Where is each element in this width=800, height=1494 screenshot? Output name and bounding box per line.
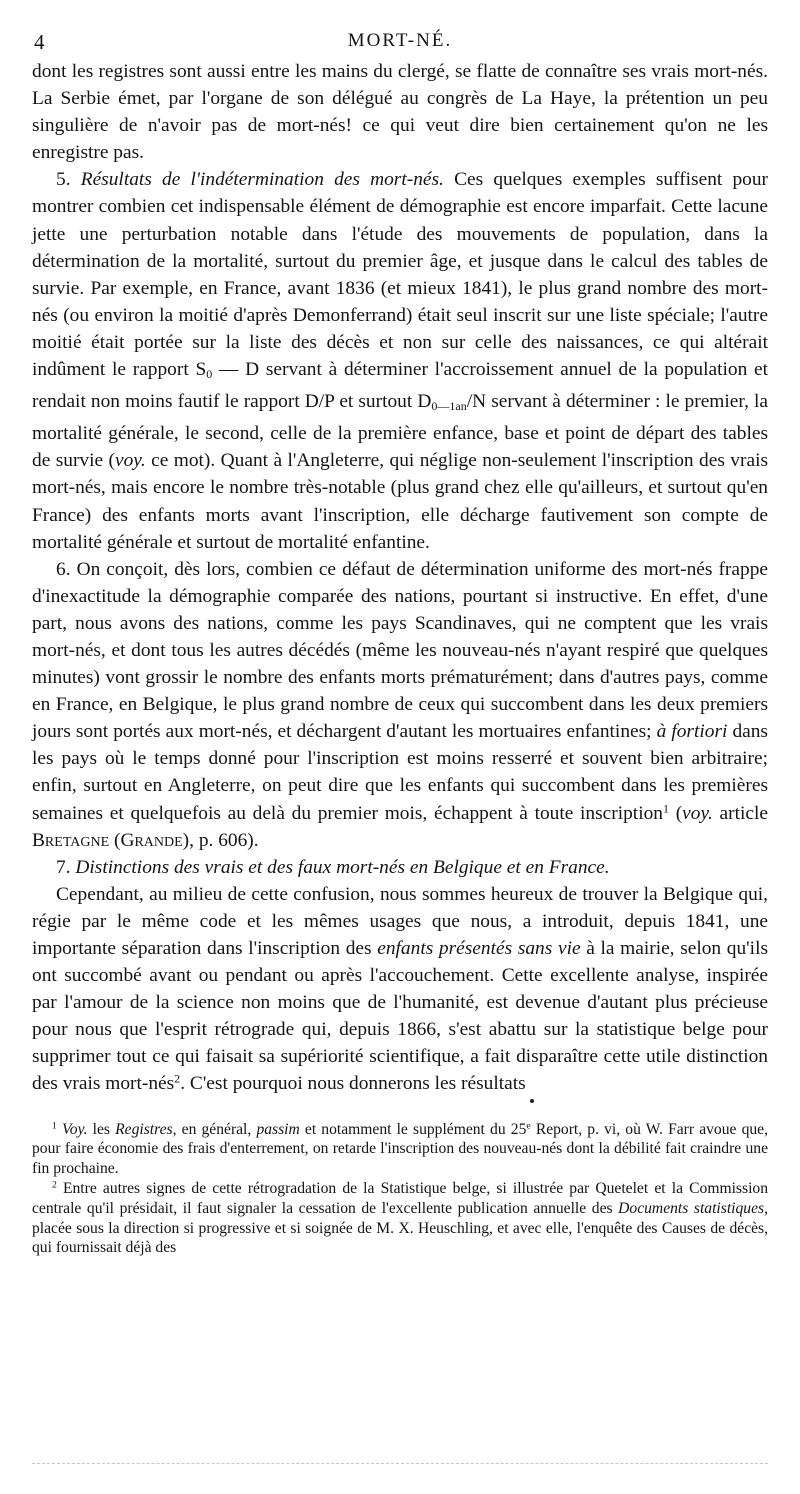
page-number: 4 xyxy=(34,30,45,54)
footnote-2: $^2$ Entre autres signes de cette rétrogradation de la Statistique belge, si illustrée par Quetelet et la Commission centrale qu'il présidait, il faut signaler la cessation de l'excellente publication annuelle des Documents statistiques, placée sous la direction si progressive et si soignée de M. X. Heuschling, et avec elle, l'enquête des Causes de décès, qui fournissait déjà des xyxy=(32,1179,768,1257)
footnote-ref-1[interactable]: 1 xyxy=(662,800,669,815)
separator-dot xyxy=(32,1098,768,1112)
section-5-number: 5. xyxy=(56,169,71,191)
footnote-1: $^1$ Voy. les Registres, en général, passim et notamment le supplément du 25e Report, p. vi, où W. Farr avoue que, pour faire économie des frais d'enterrement, on retarde l'inscription des nouveau-nés dont la débilité fait craindre une fin prochaine. xyxy=(32,1120,769,1178)
paragraph-continuation: dont les registres sont aussi entre les mains du clergé, se flatte de connaître ses vrais mort-nés. La Serbie émet, par l'organe de son délégué au congrès de La Haye, la prétention un peu singulière de n'avoir pas de mort-nés! ce qui veut dire bien certainement qu'on ne les enregistre pas. xyxy=(32,61,768,164)
page-header xyxy=(32,24,768,58)
section-6-paragraph: 6. On conçoit, dès lors, combien ce défaut de détermination uniforme des mort-nés frappe d'inexactitude la démographie comparée des nations, pourtant si instructive. En effet, d'une part, nous avons des nations, comme les pays Scandinaves, qui ne comptent que les vrais mort-nés, et dont tous les autres décédés (même les nouveau-nés n'ayant respiré que quelques minutes) vont grossir le nombre des enfants morts prématurément; dans d'autres pays, comme en France, en Belgique, le plus grand nombre de ceux qui succombent dans les deux premiers jours sont portés aux mort-nés, et déchargent d'autant les mortuaires enfantines; à fortiori dans les pays où le temps donné pour l'inscription est moins resserré et souvent bien arbitraire; enfin, surtout en Angleterre, on peut dire que les enfants qui succombent dans les premières semaines et quelquefois au delà du premier mois, échappent à toute inscription$^1$ (voy. article Bretagne (Grande), p. 606). xyxy=(32,558,768,851)
section-7-number: 7. xyxy=(56,856,71,878)
footnote-mark-2: 2 xyxy=(52,1179,57,1191)
running-head: MORT-NÉ. xyxy=(347,30,453,51)
footnote-ref-2[interactable]: 2 xyxy=(174,1071,181,1086)
section-7-paragraph: Cependant, au milieu de cette confusion, nous sommes heureux de trouver la Belgique qui, régie par le même code et les mêmes usages que nous, a introduit, depuis 1841, une importante séparation dans l'inscription des enfants présentés sans vie à la mairie, selon qu'ils ont succombé avant ou pendant ou après l'accouchement. Cette excellente analyse, inspirée par l'amour de la science non moins que de l'humanité, est devenue d'autant plus précieuse pour nous que l'esprit rétrograde qui, depuis 1866, s'est abattu sur la statistique belge pour supprimer tout ce qui faisait sa supériorité scientifique, a fait disparaître cette utile distinction des vrais mort-nés$^2$. C'est pourquoi nous donnerons les résultats xyxy=(32,883,768,1095)
footnotes xyxy=(32,1120,768,1259)
body-text xyxy=(32,58,768,1098)
book-page xyxy=(32,24,768,1258)
section-5-paragraph: 5. Résultats de l'indétermination des mort-nés. Ces quelques exemples suffisent pour montrer combien cet indispensable élément de démographie est encore imparfait. Cette lacune jette une perturbation notable dans l'étude des mouvements de population, dans la détermination de la mortalité, surtout du premier âge, et jusque dans le calcul des tables de survie. Par exemple, en France, avant 1836 (et mieux 1841), le plus grand nombre des mort-nés (ou environ la moitié d'après Demonferrand) était seul inscrit sur une liste spéciale; l'autre moitié était portée sur la liste des décès et non sur celle des naissances, ce qui altérait indûment le rapport $S_0$ — D servant à déterminer l'accroissement annuel de la population et rendait non moins fautif le rapport D/P et surtout $D_{0—1an}/N$ servant à déterminer : le premier, la mortalité générale, le second, celle de la première enfance, base et point de départ des tables de survie (voy. ce mot). Quant à l'Angleterre, qui néglige non-seulement l'inscription des vrais mort-nés, mais encore le nombre très-notable (plus grand chez elle qu'ailleurs, et surtout qu'en France) des enfants morts avant l'inscription, elle décharge fautivement son compte de mortalité générale et surtout de mortalité enfantine. xyxy=(32,169,769,553)
footnote-mark-1: 1 xyxy=(52,1120,57,1132)
section-7-heading xyxy=(32,854,768,881)
section-7-title: Distinctions des vrais et des faux mort-nés en Belgique et en France. xyxy=(75,856,610,878)
footer-rule xyxy=(32,1463,768,1464)
section-5-title: Résultats de l'indétermination des mort-nés. xyxy=(80,169,444,191)
